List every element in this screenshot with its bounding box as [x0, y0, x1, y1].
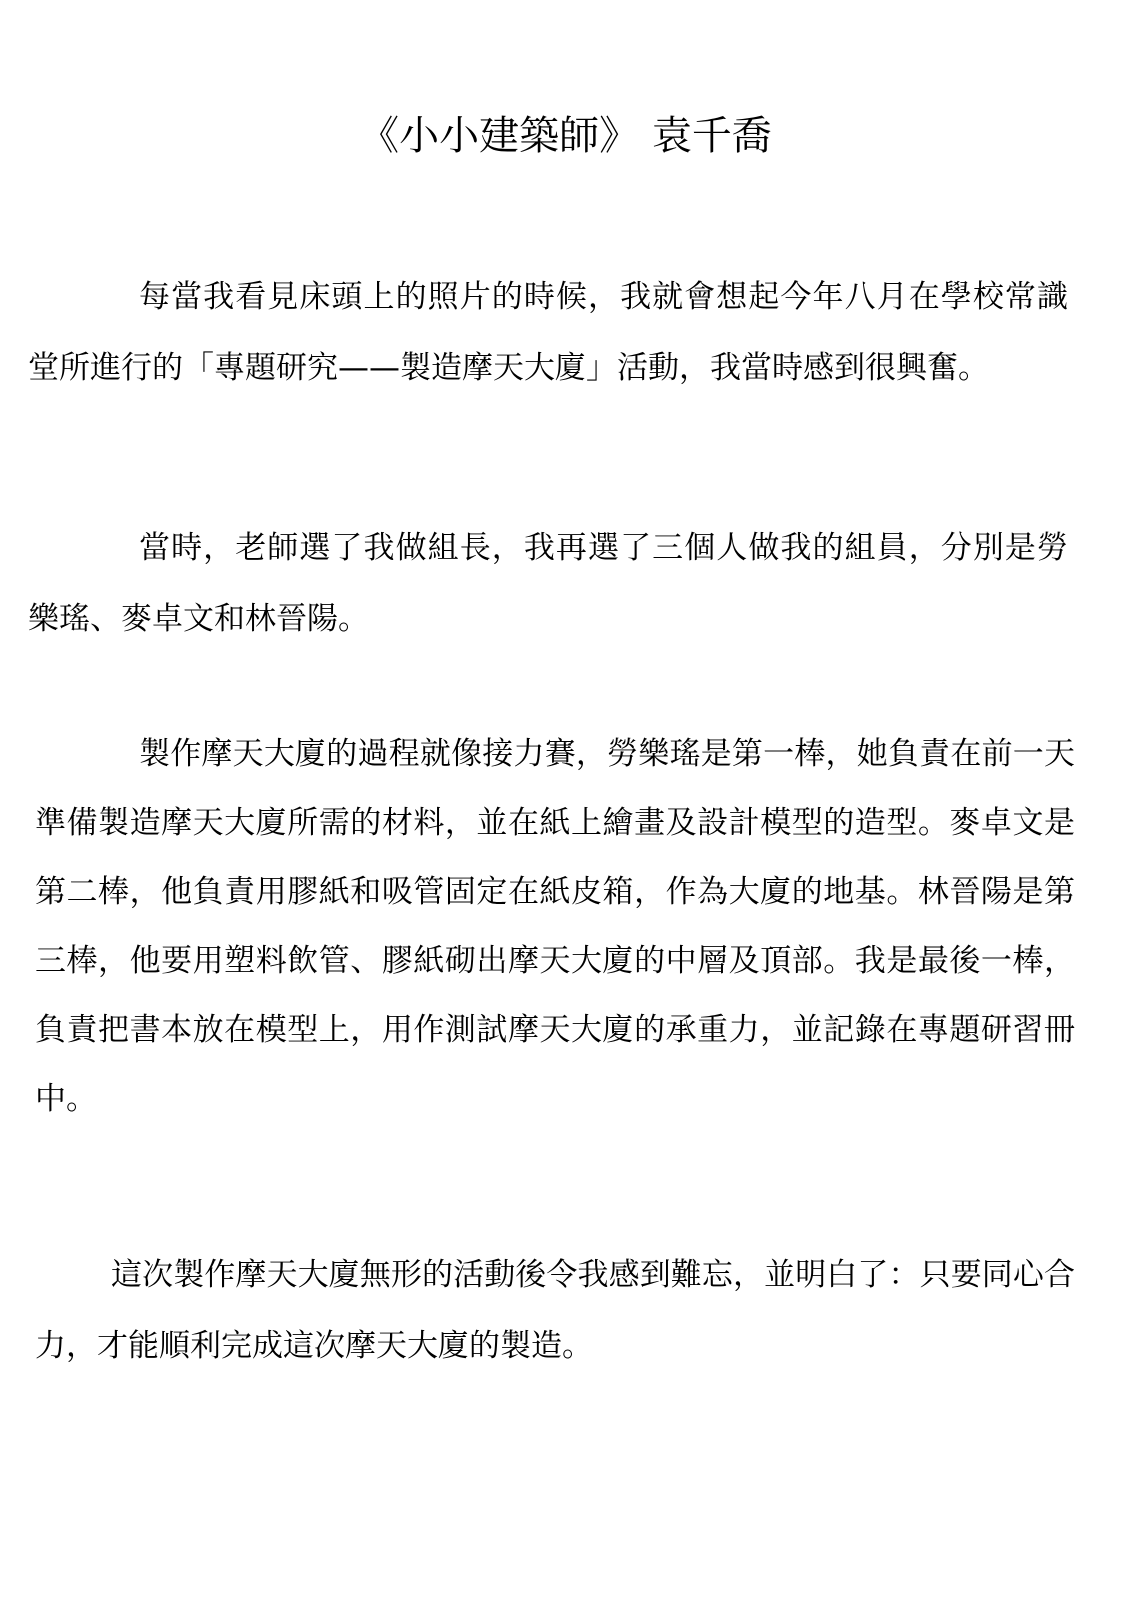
- paragraph-3: 製作摩天大廈的過程就像接力賽，勞樂瑤是第一棒，她負責在前一天準備製造摩天大廈所需的材料，並在紙上繪畫及設計模型的造型。麥卓文是第二棒，他負責用膠紙和吸管固定在紙皮箱，作為大廈的地基。林晉陽是第三棒，他要用塑料飲管、膠紙砌出摩天大廈的中層及頂部。我是最後一棒，負責把書本放在模型上，用作測試摩天大廈的承重力，並記錄在專題研習冊中。: [35, 736, 1075, 1117]
- paragraph-4: 這次製作摩天大廈無形的活動後令我感到難忘，並明白了：只要同心合力，才能順利完成這次摩天大廈的製造。: [35, 1257, 1075, 1364]
- essay-title: 《小小建築師》 袁千喬: [359, 113, 772, 159]
- paragraph-1: 每當我看見床頭上的照片的時候，我就會想起今年八月在學校常識堂所進行的「專題研究——製造摩天大廈」活動，我當時感到很興奮。: [28, 279, 1068, 386]
- paragraph-2: 當時，老師選了我做組長，我再選了三個人做我的組員，分別是勞樂瑤、麥卓文和林晉陽。: [28, 530, 1068, 637]
